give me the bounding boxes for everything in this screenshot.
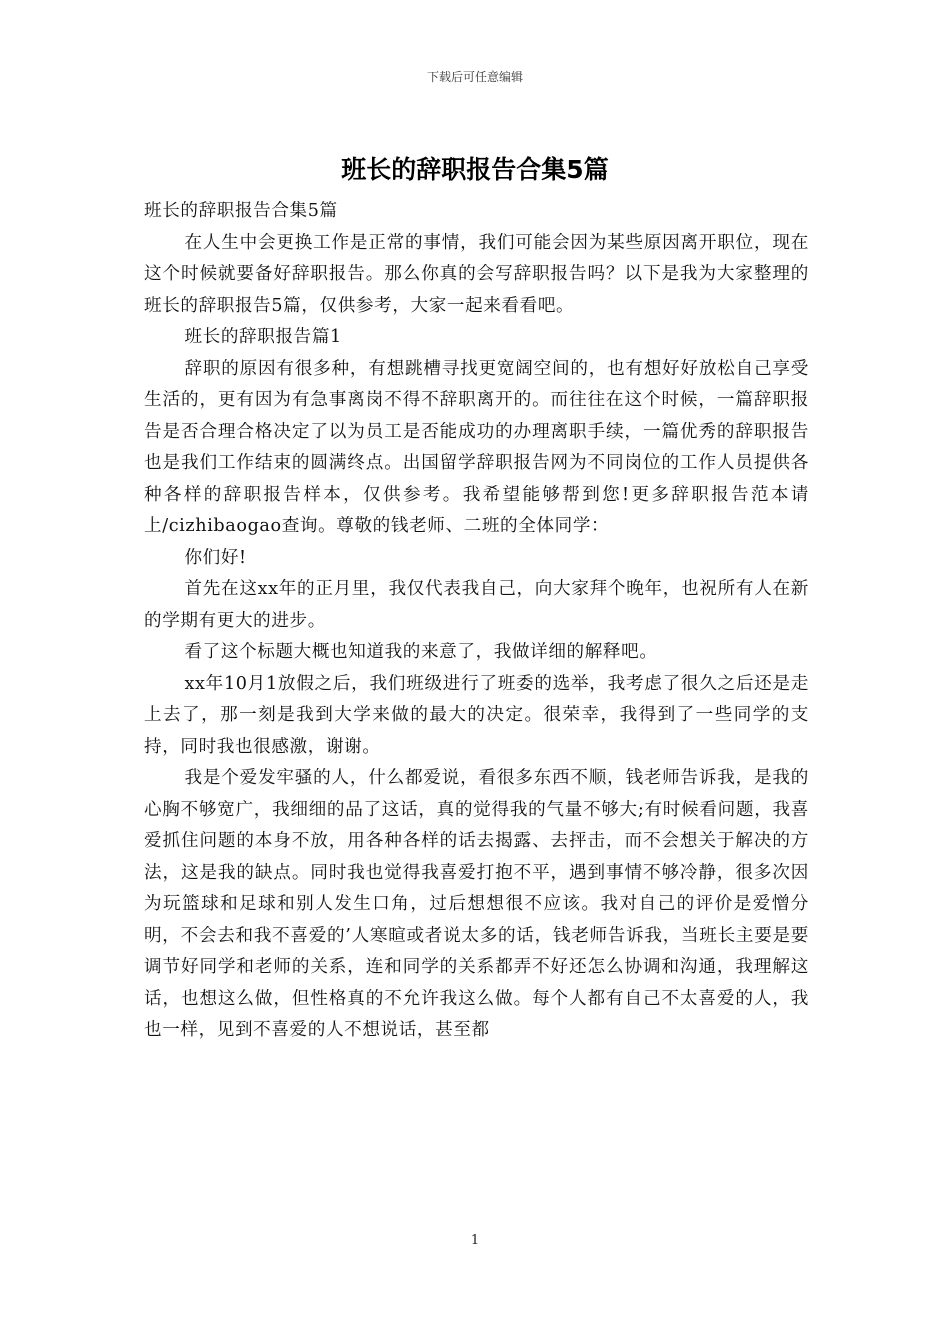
- document-title: 班长的辞职报告合集5篇: [341, 155, 609, 184]
- section-heading: 班长的辞职报告篇1: [184, 327, 342, 347]
- subtitle-paragraph: 班长的辞职报告合集5篇: [144, 201, 338, 221]
- body-paragraph: 首先在这xx年的正月里，我仅代表我自己，向大家拜个晚年，也祝所有人在新的学期有更大的进步。: [144, 579, 809, 631]
- document-body: [144, 196, 809, 1047]
- greeting-paragraph: 你们好!: [184, 547, 247, 568]
- page-header: 下载后可任意编辑: [426, 70, 523, 84]
- page-number: 1: [470, 1233, 480, 1248]
- body-paragraph: xx年10月1放假之后，我们班级进行了班委的选举，我考虑了很久之后还是走上去了，那一刻是我到大学来做的最大的决定。很荣幸，我得到了一些同学的支持，同时我也很感激，谢谢。: [144, 673, 809, 757]
- body-paragraph: 辞职的原因有很多种，有想跳槽寻找更宽阔空间的，也有想好好放松自己享受生活的，更有因为有急事离岗不得不辞职离开的。而往往在这个时候，一篇辞职报告是否合理合格决定了以为员工是否能成功的办理离职手续，一篇优秀的辞职报告也是我们工作结束的圆满终点。出国留学辞职报告网为不同岗位的工作人员提供各种各样的辞职报告样本，仅供参考。我希望能够帮到您!更多辞职报告范本请上/cizhibaogao查询。尊敬的钱老师、二班的全体同学：: [144, 358, 809, 536]
- body-paragraph: 我是个爱发牢骚的人，什么都爱说，看很多东西不顺，钱老师告诉我，是我的心胸不够宽广，我细细的品了这话，真的觉得我的气量不够大;有时候看问题，我喜爱抓住问题的本身不放，用各种各样的话去揭露、去抨击，而不会想关于解决的方法，这是我的缺点。同时我也觉得我喜爱打抱不平，遇到事情不够冷静，很多次因为玩篮球和足球和别人发生口角，过后想想很不应该。我对自己的评价是爱憎分明，不会去和我不喜爱的’人寒暄或者说太多的话，钱老师告诉我，当班长主要是要调节好同学和老师的关系，连和同学的关系都弄不好还怎么协调和沟通，我理解这话，也想这么做，但性格真的不允许我这么做。每个人都有自己不太喜爱的人，我也一样，见到不喜爱的人不想说话，甚至都: [144, 768, 809, 1040]
- intro-paragraph: 在人生中会更换工作是正常的事情，我们可能会因为某些原因离开职位，现在这个时候就要备好辞职报告。那么你真的会写辞职报告吗？以下是我为大家整理的班长的辞职报告5篇，仅供参考，大家一起来看看吧。: [144, 232, 809, 316]
- body-paragraph: 看了这个标题大概也知道我的来意了，我做详细的解释吧。: [184, 642, 658, 662]
